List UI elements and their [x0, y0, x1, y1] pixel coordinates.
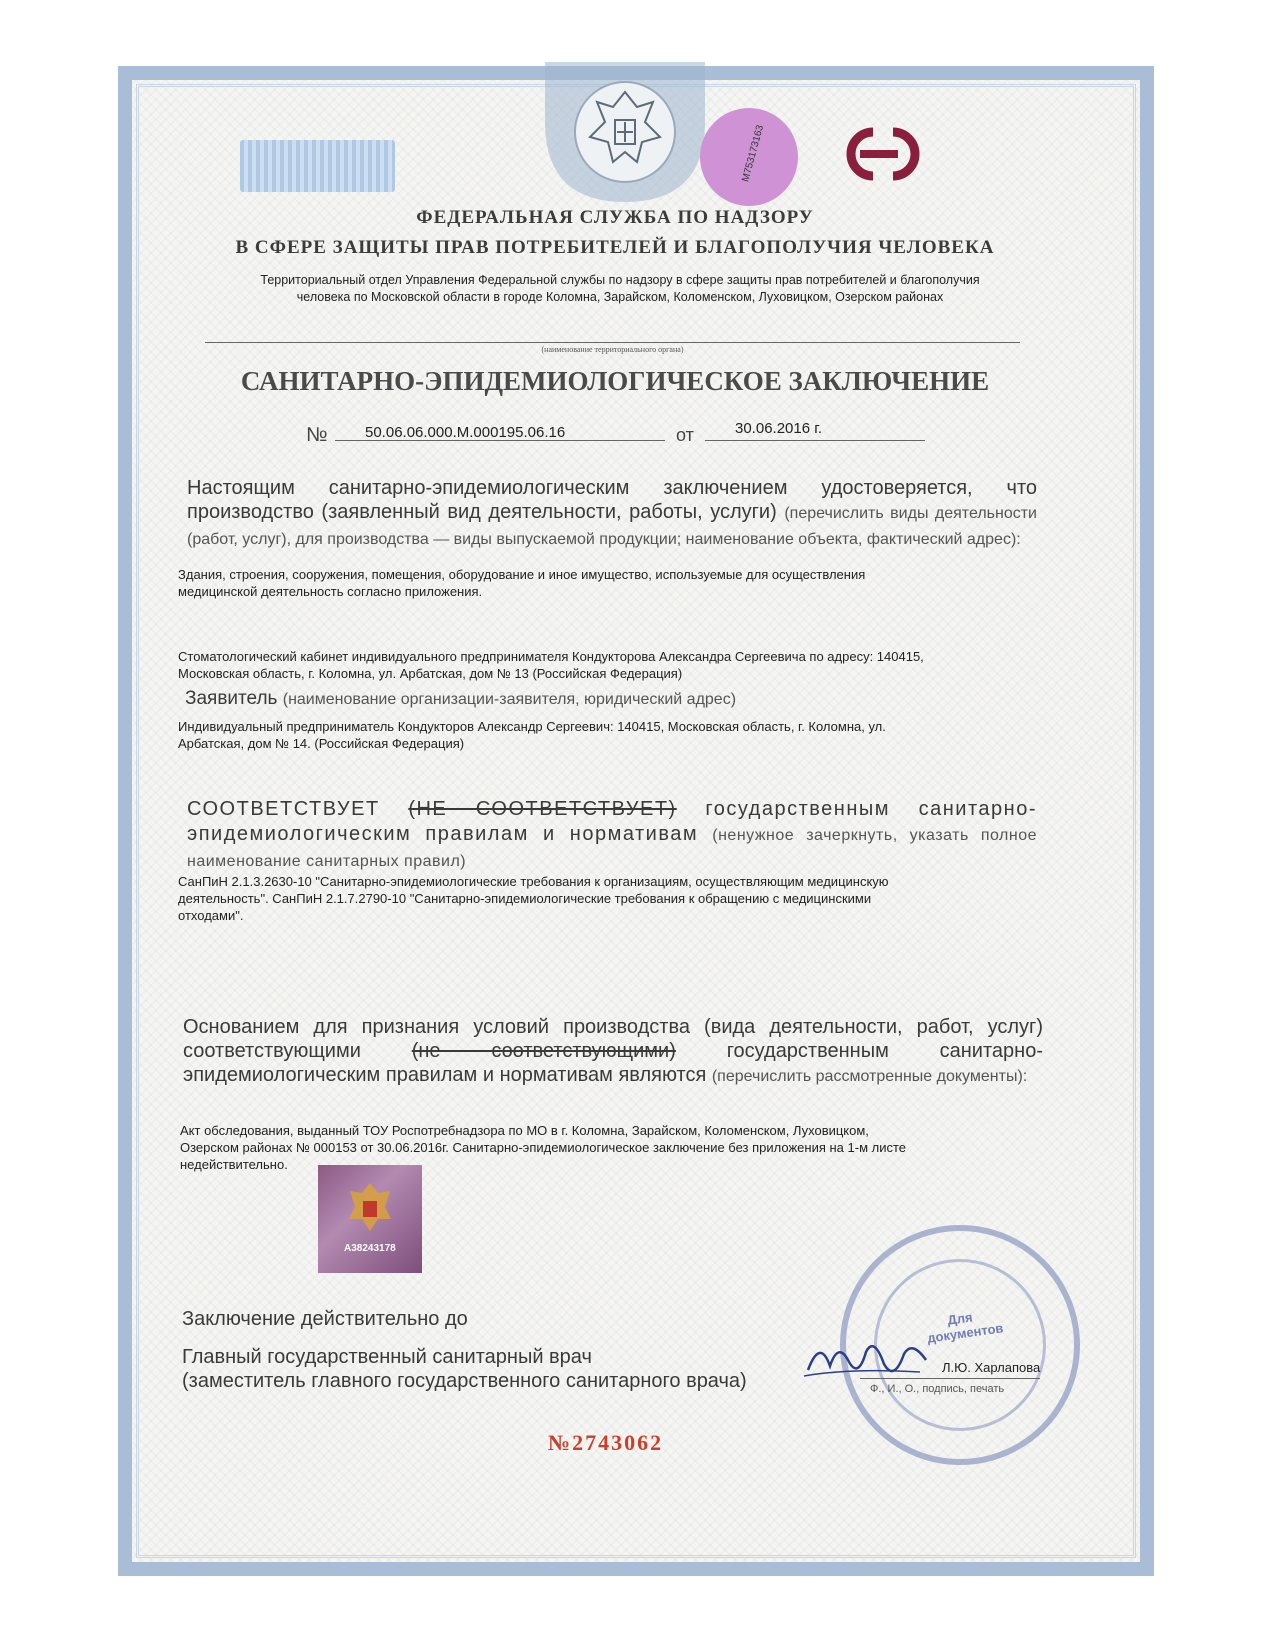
signer-role-1: Главный государственный санитарный врач — [182, 1346, 592, 1368]
conformity-paragraph — [187, 797, 1037, 874]
basis-hint: (перечислить рассмотренные документы): — [711, 1068, 1028, 1085]
from-label: от — [676, 425, 694, 445]
certificate-number: 50.06.06.000.M.000195.06.16 — [365, 424, 566, 441]
agency-line1: ФЕДЕРАЛЬНАЯ СЛУЖБА ПО НАДЗОРУ — [416, 207, 814, 228]
handwritten-signature — [800, 1330, 940, 1390]
basis-text-a: Основанием для признания условий производства (вида деятельности, работ, услуг) соответствующими — [183, 1016, 1043, 1062]
object-line-2: Московская область, г. Коломна, ул. Арбатская, дом № 13 (Российская Федерация) — [178, 666, 683, 681]
conformity-hint: (ненужное зачеркнуть, указать полное наименование санитарных правил) — [187, 827, 1037, 870]
agency-line2: В СФЕРЕ ЗАЩИТЫ ПРАВ ПОТРЕБИТЕЛЕЙ И БЛАГОПОЛУЧИЯ ЧЕЛОВЕКА — [235, 237, 995, 258]
certify-main: Настоящим санитарно-эпидемиологическим заключением удостоверяется, что производство (заявленный вид деятельности, работы, услуги) — [187, 477, 1037, 523]
certify-value-1: Здания, строения, сооружения, помещения, оборудование и иное имущество, используемые для осуществления — [178, 567, 866, 582]
certify-hint: (перечислить виды деятельности (работ, услуг), для производства — виды выпускаемой продукции; наименование объекта, фактический адрес): — [187, 505, 1037, 548]
applicant-hint: (наименование организации-заявителя, юридический адрес) — [282, 691, 737, 708]
validity-label: Заключение действительно до — [182, 1308, 468, 1330]
applicant-row — [185, 688, 736, 710]
se-logo — [838, 124, 938, 184]
emblem-icon — [545, 62, 705, 202]
conformity-struck: (НЕ СООТВЕТСТВУЕТ) — [408, 798, 677, 820]
certify-value-2: медицинской деятельность согласно приложения. — [178, 584, 483, 599]
form-number: №2743062 — [548, 1430, 664, 1455]
conformity-rest: государственным санитарно-эпидемиологическим правилам и нормативам — [187, 798, 1037, 845]
basis-value-3: недействительно. — [180, 1157, 288, 1172]
object-line-1: Стоматологический кабинет индивидуального предпринимателя Кондукторова Александра Сергеевича по адресу: 140415, — [178, 649, 924, 664]
basis-struck: (не соответствующими) — [411, 1040, 676, 1062]
basis-value-1: Акт обследования, выданный ТОУ Роспотребнадзора по МО в г. Коломна, Зарайском, Коломенском, Луховицком, — [180, 1123, 869, 1138]
territorial-underline — [205, 342, 1020, 343]
hologram-emblem-icon — [345, 1179, 395, 1235]
stamp-text: Для документов — [926, 1309, 1005, 1346]
applicant-value-2: Арбатская, дом № 14. (Российская Федерация) — [178, 736, 465, 751]
certificate-date: 30.06.2016 г. — [735, 420, 823, 437]
security-sticker — [700, 108, 798, 206]
basis-paragraph — [183, 1015, 1043, 1089]
document-title: САНИТАРНО-ЭПИДЕМИОЛОГИЧЕСКОЕ ЗАКЛЮЧЕНИЕ — [240, 366, 990, 396]
hologram-code: A38243178 — [344, 1243, 396, 1254]
certify-paragraph — [187, 476, 1037, 552]
sticker-code: M753173163 — [740, 123, 767, 184]
territorial-line1: Территориальный отдел Управления Федеральной службы по надзору в сфере защиты прав потребителей и благополучия — [260, 273, 980, 287]
rules-line-2: деятельность". СанПиН 2.1.7.2790-10 "Санитарно-эпидемиологические требования к обращению с медицинскими — [178, 891, 872, 906]
territorial-line2: человека по Московской области в городе Коломна, Зарайском, Коломенском, Луховицком, Озерском районах — [296, 290, 944, 304]
signature-caption: Ф., И., О., подпись, печать — [870, 1383, 1005, 1395]
basis-text-b: государственным санитарно-эпидемиологическим правилам и нормативам являются — [183, 1040, 1043, 1086]
number-label: № — [306, 424, 328, 446]
signer-name: Л.Ю. Харлапова — [942, 1360, 1041, 1375]
hologram-sticker — [318, 1165, 422, 1273]
applicant-value-1: Индивидуальный предприниматель Кондукторов Александр Сергеевич: 140415, Московская область, г. Коломна, ул. — [178, 719, 886, 734]
conformity-word: СООТВЕТСТВУЕТ — [187, 798, 380, 820]
basis-value-2: Озерском районах № 000153 от 30.06.2016г. Санитарно-эпидемиологическое заключение без приложения на 1-м листе — [180, 1140, 907, 1155]
rules-line-1: СанПиН 2.1.3.2630-10 "Санитарно-эпидемиологические требования к организациям, осуществляющим медицинскую — [178, 874, 889, 889]
applicant-label: Заявитель — [185, 688, 278, 709]
signer-role-2: (заместитель главного государственного санитарного врача) — [182, 1370, 747, 1392]
watermark-strip — [240, 140, 395, 192]
territorial-caption: (наименование территориального органа) — [541, 345, 684, 354]
signer-underline — [860, 1378, 1040, 1379]
date-underline — [705, 440, 925, 441]
rules-line-3: отходами". — [178, 908, 244, 923]
